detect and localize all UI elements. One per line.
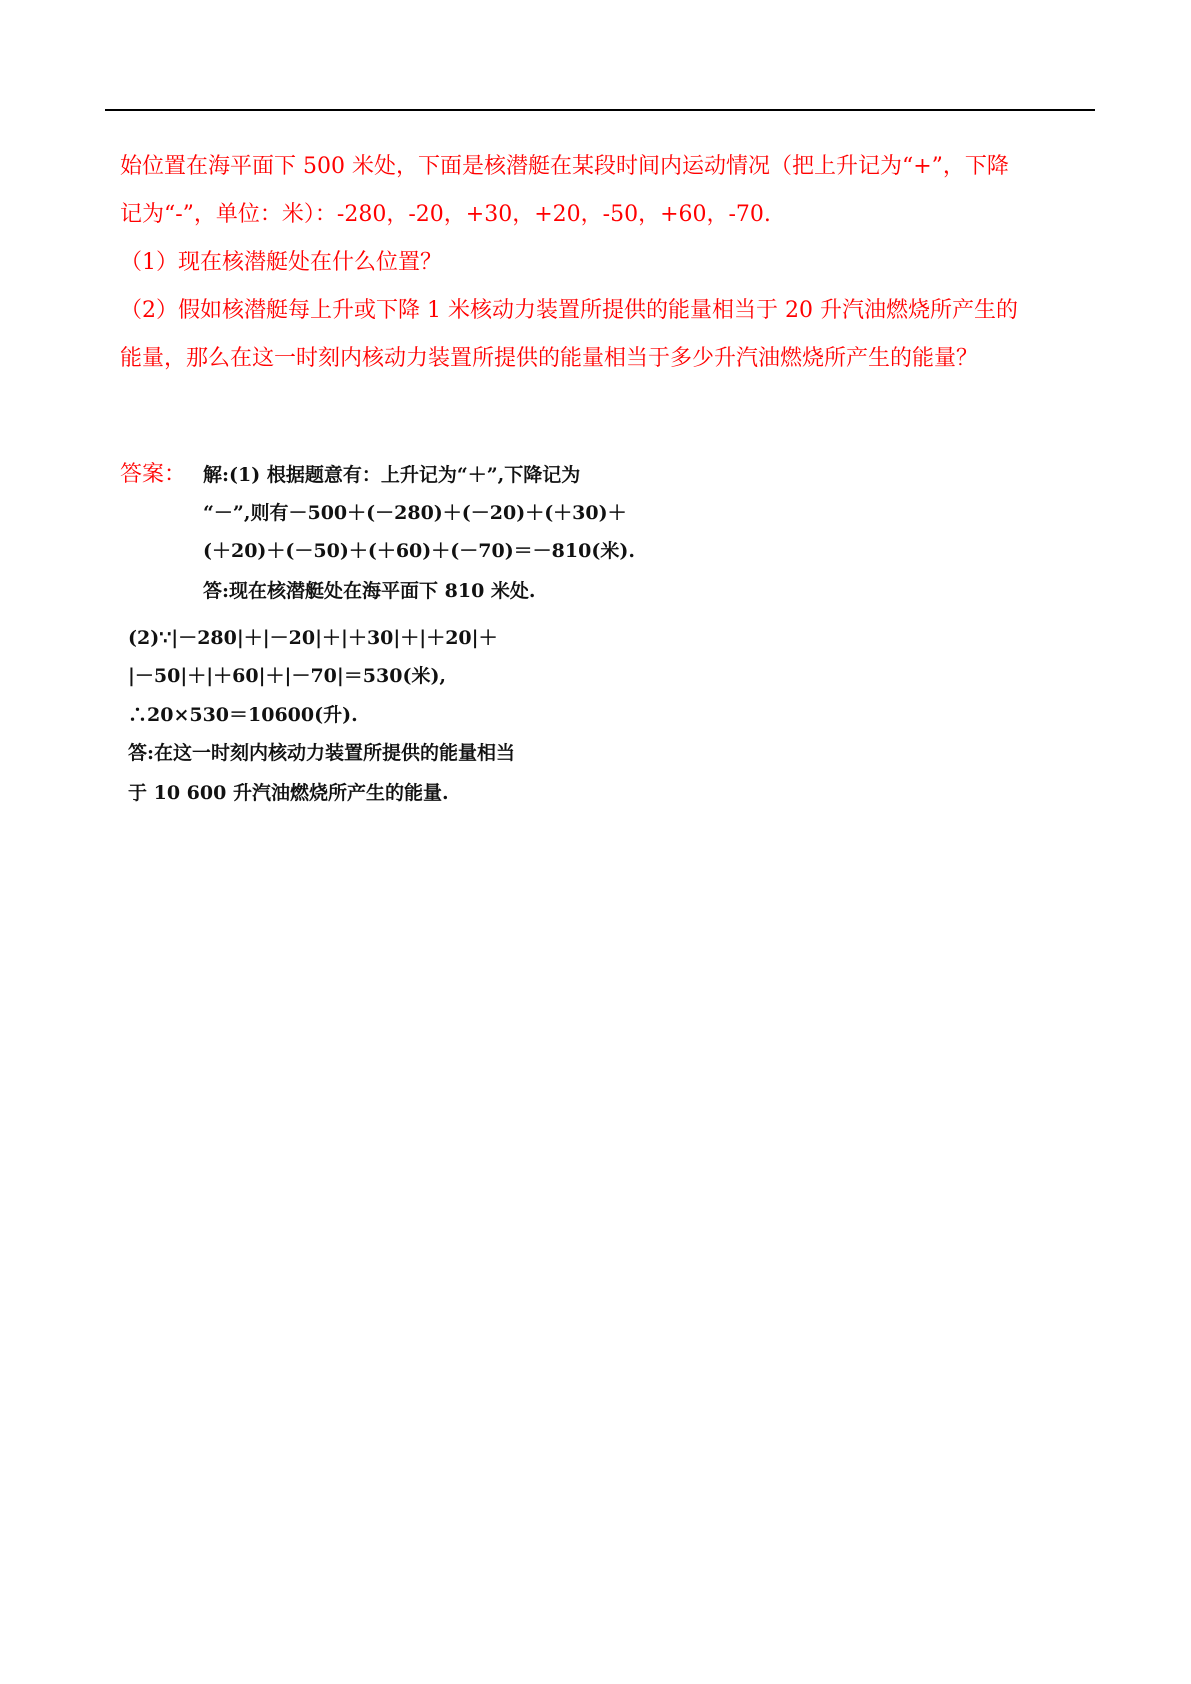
header-rule [105,109,1095,111]
answer-p1-line-3: (＋20)＋(－50)＋(＋60)＋(－70)＝－810(米). [203,540,635,562]
answer-p1-line-4: 答:现在核潜艇处在海平面下 810 米处. [203,580,536,602]
question-line-1: 始位置在海平面下 500 米处，下面是核潜艇在某段时间内运动情况（把上升记为“+”，下降 [120,154,1009,179]
question-line-2: 记为“-”，单位：米）：-280，-20，+30，+20，-50，+60，-70. [120,202,771,227]
answer-p2-line-5: 于 10 600 升汽油燃烧所产生的能量. [128,782,449,804]
question-part-2-line-1: （2）假如核潜艇每上升或下降 1 米核动力装置所提供的能量相当于 20 升汽油燃烧所产生的 [120,298,1018,323]
answer-p1-line-1: 解:(1) 根据题意有：上升记为“＋”,下降记为 [203,464,581,486]
answer-p1-line-2: “－”,则有－500＋(－280)＋(－20)＋(＋30)＋ [203,502,627,524]
answer-p2-line-4: 答:在这一时刻内核动力装置所提供的能量相当 [128,742,516,764]
question-part-1: （1）现在核潜艇处在什么位置？ [120,250,442,275]
answer-p2-line-3: ∴20×530＝10600(升). [128,704,358,726]
answer-p2-line-2: |－50|＋|＋60|＋|－70|＝530(米), [128,665,447,687]
answer-p2-line-1: (2)∵|－280|＋|－20|＋|＋30|＋|＋20|＋ [128,627,498,649]
question-part-2-line-2: 能量，那么在这一时刻内核动力装置所提供的能量相当于多少升汽油燃烧所产生的能量？ [120,346,979,371]
answer-label: 答案： [120,462,187,487]
